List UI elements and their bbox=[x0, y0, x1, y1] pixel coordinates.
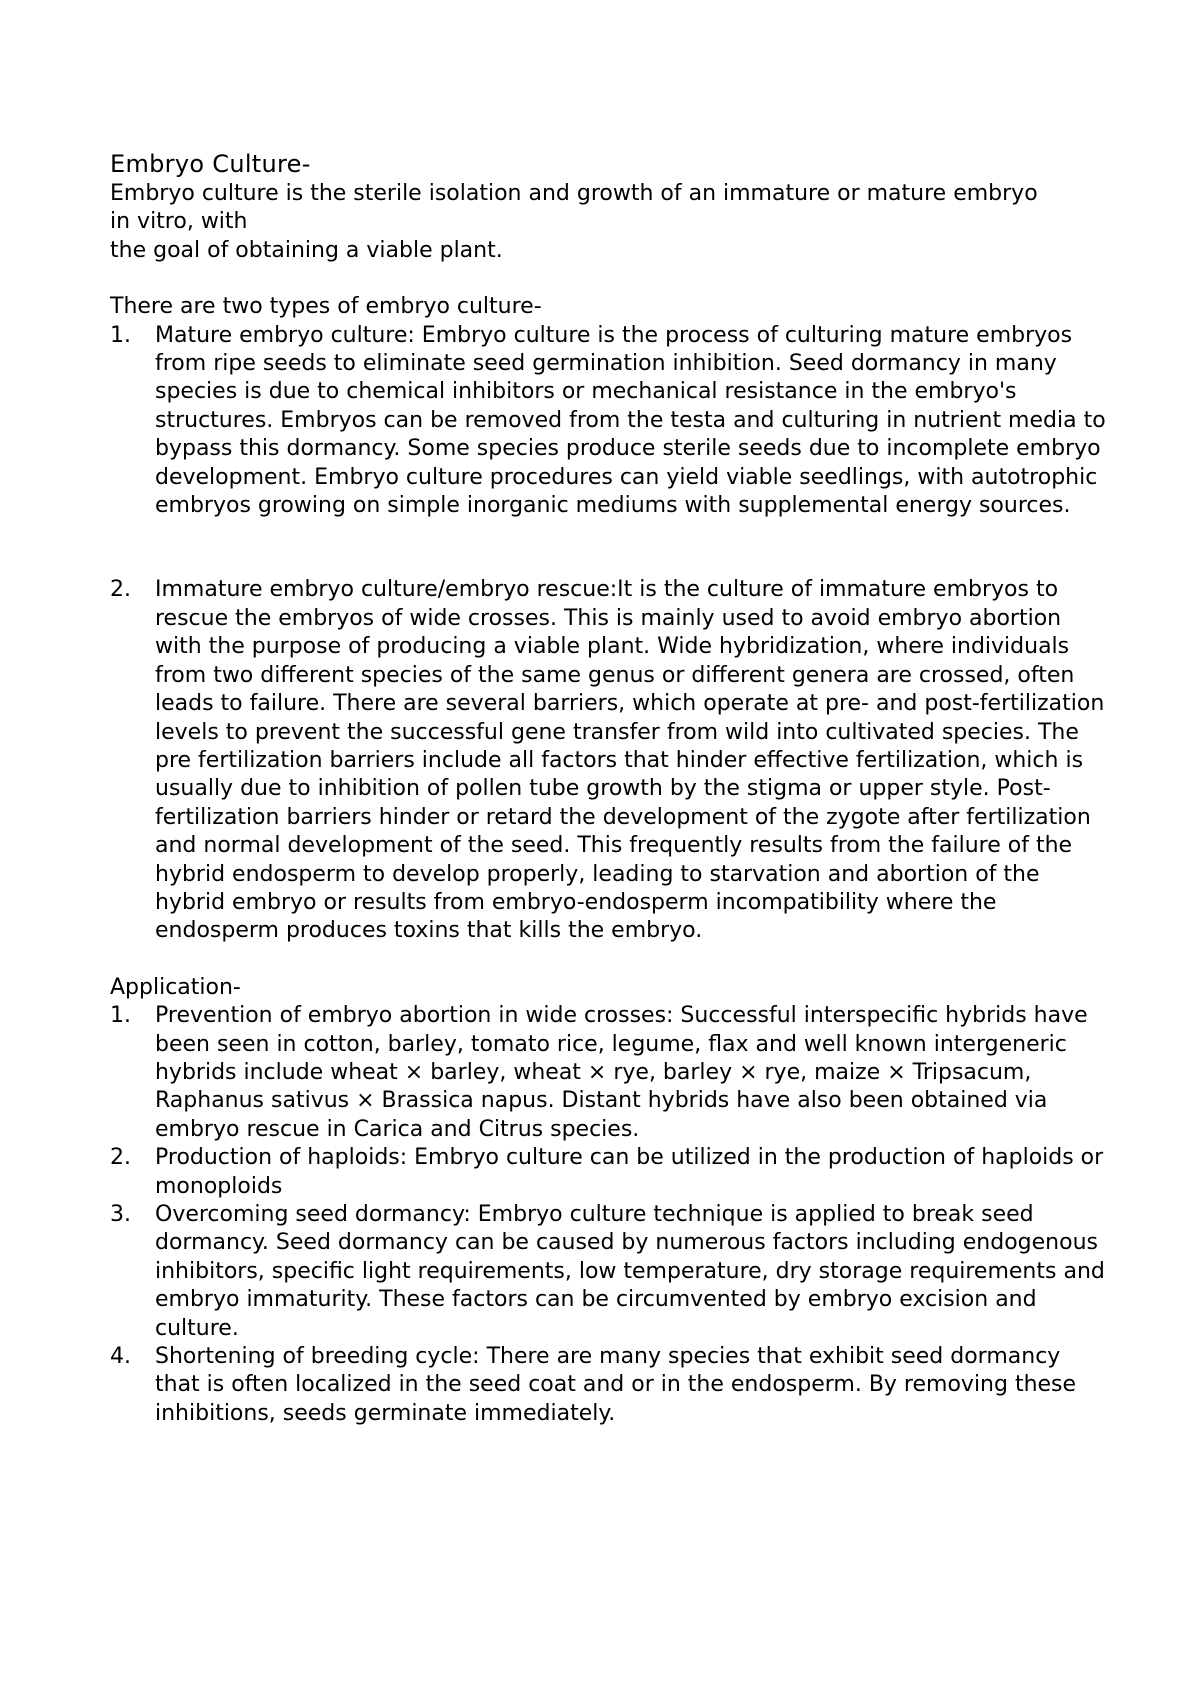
applications-list bbox=[110, 1002, 1120, 1428]
types-list bbox=[110, 322, 1120, 946]
list-item-text: Mature embryo culture: Embryo culture is the process of culturing mature embryos from ripe seeds to eliminate seed germination inhibition. Seed dormancy in many species is due to chemical inhibitors or mechanical resistance in the embryo's structures. Embryos can be removed from the testa and culturing in nutrient media to bypass this dormancy. Some species produce sterile seeds due to incomplete embryo development. Embryo culture procedures can yield viable seedlings, with autotrophic embryos growing on simple inorganic mediums with supplemental energy sources. bbox=[155, 322, 1106, 519]
list-item-text: Production of haploids: Embryo culture can be utilized in the production of haploids or monoploids bbox=[155, 1145, 1104, 1199]
spacer bbox=[110, 946, 1120, 974]
list-item-text: Overcoming seed dormancy: Embryo culture technique is applied to break seed dormancy. Seed dormancy can be caused by numerous factors including endogenous inhibitors, specific light requirements, low temperature, dry storage requirements and embryo immaturity. These factors can be circumvented by embryo excision and culture. bbox=[155, 1202, 1105, 1341]
application-heading: Application- bbox=[110, 974, 241, 1000]
list-item-number: 1. bbox=[110, 1003, 131, 1029]
list-item-number: 2. bbox=[110, 1145, 131, 1171]
list-item-number: 4. bbox=[110, 1344, 131, 1370]
list-item bbox=[110, 1343, 1120, 1428]
list-item-number: 2. bbox=[110, 577, 131, 603]
types-heading: There are two types of embryo culture- bbox=[110, 294, 542, 320]
list-item-number: 3. bbox=[110, 1202, 131, 1227]
spacer-item bbox=[110, 520, 1120, 576]
list-item-text: Prevention of embryo abortion in wide crosses: Successful interspecific hybrids have been seen in cotton, barley, tomato rice, legume, flax and well known intergeneric hybrids include wheat × barley, wheat × rye, barley × rye, maize × Tripsacum, Raphanus sativus × Brassica napus. Distant hybrids have also been obtained via embryo rescue in Carica and Citrus species. bbox=[155, 1003, 1088, 1142]
document-body bbox=[110, 149, 1120, 1428]
intro-line-2: the goal of obtaining a viable plant. bbox=[110, 237, 503, 263]
list-item bbox=[110, 1002, 1120, 1144]
list-item-text: Immature embryo culture/embryo rescue:It is the culture of immature embryos to rescue the embryos of wide crosses. This is mainly used to avoid embryo abortion with the purpose of producing a viable plant. Wide hybridization, where individuals from two different species of the same genus or different genera are crossed, often leads to failure. There are several barriers, which operate at pre- and post-fertilization levels to prevent the successful gene transfer from wild into cultivated species. The pre fertilization barriers include all factors that hinder effective fertilization, which is usually due to inhibition of pollen tube growth by the stigma or upper style. Post-fertilization barriers hinder or retard the development of the zygote after fertilization and normal development of the seed. This frequently results from the failure of the hybrid endosperm to develop properly, leading to starvation and abortion of the hybrid embryo or results from embryo-endosperm incompatibility where the endosperm produces toxins that kills the embryo. bbox=[155, 577, 1105, 944]
list-item bbox=[110, 576, 1120, 945]
list-item bbox=[110, 1144, 1120, 1201]
page-title: Embryo Culture- bbox=[110, 150, 311, 178]
list-item-text: Shortening of breeding cycle: There are many species that exhibit seed dormancy that is often localized in the seed coat and or in the endosperm. By removing these inhibitions, seeds germinate immediately. bbox=[155, 1344, 1077, 1426]
intro-line-1: Embryo culture is the sterile isolation and growth of an immature or mature embryo in vitro, with bbox=[110, 181, 1038, 235]
list-item bbox=[110, 1201, 1120, 1343]
spacer bbox=[110, 265, 1120, 293]
list-item-number: 1. bbox=[110, 322, 131, 348]
list-item bbox=[110, 322, 1120, 521]
